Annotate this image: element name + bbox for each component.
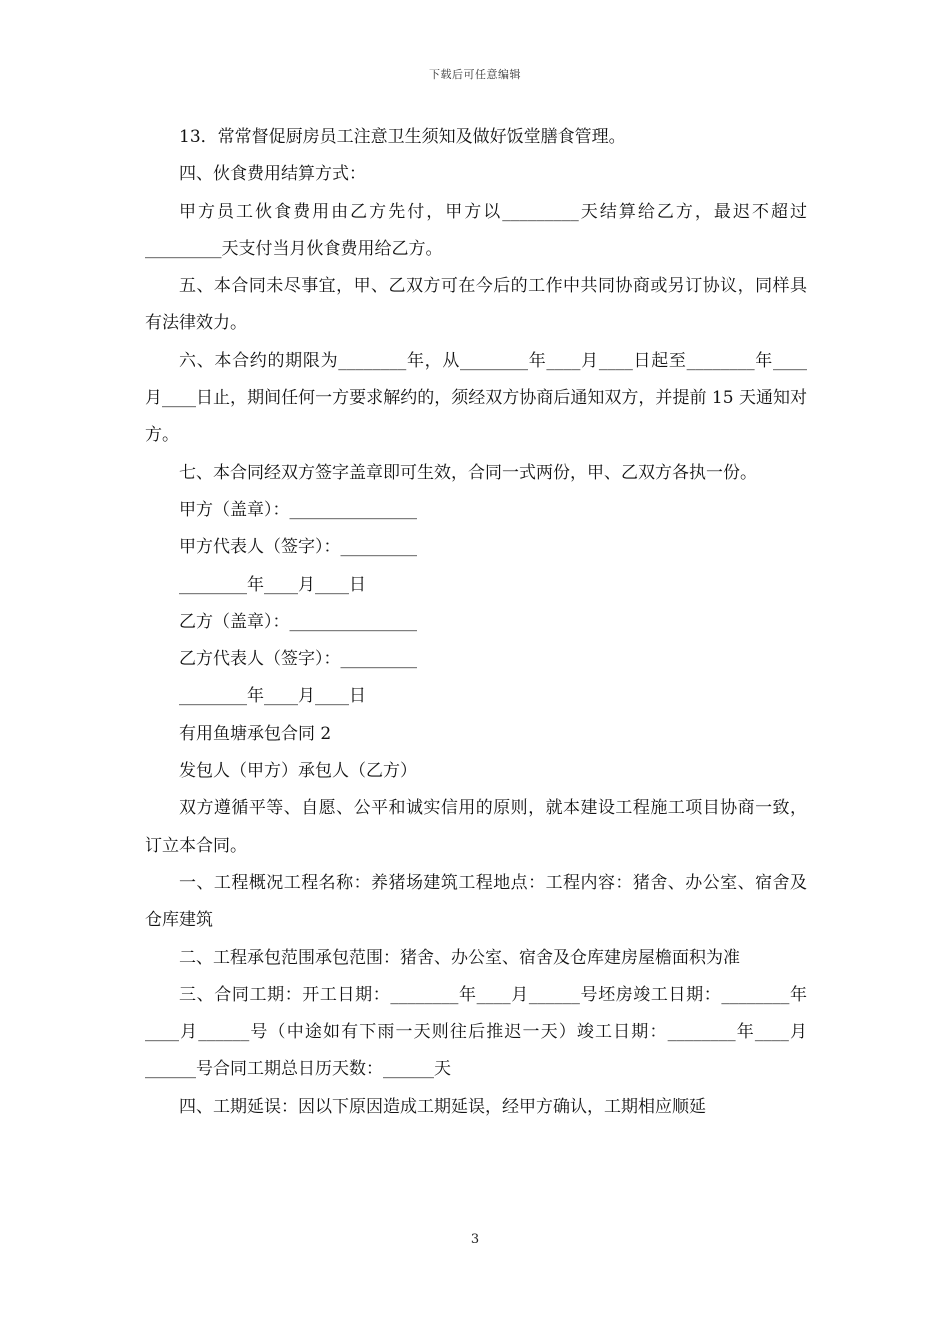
party-a-date-line: ________年____月____日 <box>179 574 366 595</box>
contract-2-parties: 发包人（甲方）承包人（乙方） <box>179 761 417 782</box>
party-b-date-line: ________年____月____日 <box>179 686 366 707</box>
contract-2-preamble: 双方遵循平等、自愿、公平和诚实信用的原则，就本建设工程施工项目协商一致，订立本合同。 <box>145 798 807 856</box>
party-a-representative-line: 甲方代表人（签字）：_________ <box>179 537 417 558</box>
party-a-seal-line: 甲方（盖章）：_______________ <box>179 499 417 520</box>
page-header-note: 下载后可任意编辑 <box>429 68 521 81</box>
party-b-seal-line: 乙方（盖章）：_______________ <box>179 611 417 632</box>
party-b-representative-line: 乙方代表人（签字）：_________ <box>179 649 417 670</box>
contract-2-section-2: 二、工程承包范围承包范围：猪舍、办公室、宿舍及仓库建房屋檐面积为准 <box>179 947 740 968</box>
section-7-paragraph: 七、本合同经双方签字盖章即可生效，合同一式两份，甲、乙双方各执一份。 <box>179 462 757 483</box>
section-6-term-paragraph: 六、本合约的期限为________年，从________年____月____日起至________年____月____日止，期间任何一方要求解约的，须经双方协商后通知双方，并提前 15 天通知对方。 <box>145 350 807 446</box>
contract-2-section-1: 一、工程概况工程名称：养猪场建筑工程地点：工程内容：猪舍、办公室、宿舍及仓库建筑 <box>145 872 807 931</box>
page-number: 3 <box>470 1232 480 1247</box>
paragraph-item-13: 13．常常督促厨房员工注意卫生须知及做好饭堂膳食管理。 <box>179 127 626 147</box>
contract-2-section-4: 四、工期延误：因以下原因造成工期延误，经甲方确认，工期相应顺延 <box>179 1096 706 1117</box>
contract-2-title: 有用鱼塘承包合同 2 <box>179 723 332 744</box>
meal-payment-paragraph: 甲方员工伙食费用由乙方先付，甲方以_________天结算给乙方，最迟不超过_________天支付当月伙食费用给乙方。 <box>145 201 807 259</box>
contract-2-section-3: 三、合同工期：开工日期：________年____月______号坯房竣工日期：________年____月______号（中途如有下雨一天则往后推迟一天）竣工日期：________年____月______号合同工期总日历天数：______天 <box>145 984 807 1080</box>
document-body <box>145 119 807 1126</box>
section-4-heading: 四、伙食费用结算方式： <box>179 164 366 185</box>
section-5-paragraph: 五、本合同未尽事宜，甲、乙双方可在今后的工作中共同协商或另订协议，同样具有法律效力。 <box>145 276 807 334</box>
